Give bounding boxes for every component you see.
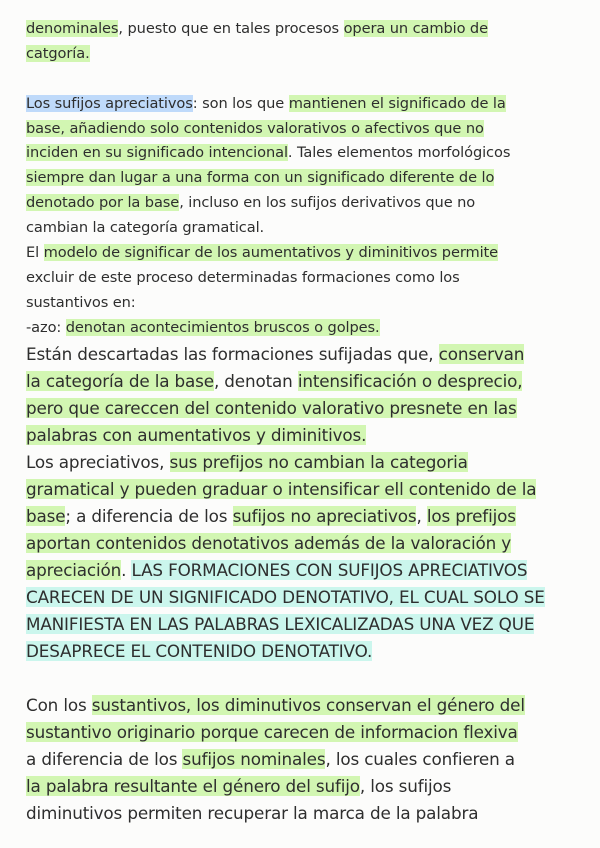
highlighted-text: sustantivos, los diminutivos conservan el género del	[91, 694, 525, 715]
highlighted-text: palabras con aumentativos y diminitivos.	[26, 424, 367, 445]
text-run: El	[26, 244, 44, 262]
blank-line	[26, 665, 574, 692]
text-run: ,	[416, 505, 427, 526]
highlighted-text: gramatical y pueden graduar o intensificar ell contenido de la	[26, 478, 537, 499]
highlighted-text: Los sufijos apreciativos	[26, 94, 193, 112]
highlighted-text: modelo de significar de los aumentativos y diminitivos permite	[43, 244, 499, 262]
text-line	[26, 395, 574, 422]
highlighted-text: catgoría.	[26, 44, 90, 62]
text-line	[26, 341, 574, 368]
highlighted-text: sufijos no apreciativos	[232, 505, 417, 526]
highlighted-text: sufijos nominales	[182, 748, 326, 769]
text-line	[26, 800, 574, 827]
text-line	[26, 166, 574, 191]
highlighted-text: DESAPRECE EL CONTENIDO DENOTATIVO.	[26, 640, 373, 661]
highlighted-text: la categoría de la base	[26, 370, 214, 391]
text-line	[26, 42, 574, 67]
text-line	[26, 117, 574, 142]
text-run: , los cuales confieren a	[325, 748, 515, 769]
text-line	[26, 316, 574, 341]
text-run: Los apreciativos,	[26, 451, 170, 472]
text-run: .	[121, 559, 132, 580]
text-run: Están descartadas las formaciones sufijadas que,	[26, 343, 439, 364]
highlighted-text: intensificación o desprecio,	[297, 370, 523, 391]
text-line	[26, 503, 574, 530]
highlighted-text: mantienen el significado de la	[288, 94, 506, 112]
text-line	[26, 476, 574, 503]
highlighted-text: aportan contenidos denotativos además de la valoración y	[26, 532, 512, 553]
highlighted-text: base	[26, 505, 66, 526]
highlighted-text: los prefijos	[426, 505, 516, 526]
highlighted-text: sus prefijos no cambian la categoria	[169, 451, 468, 472]
text-line	[26, 692, 574, 719]
document-text-body	[26, 17, 574, 827]
text-run: . Tales elementos morfológicos	[287, 144, 511, 162]
text-run: cambian la categoría gramatical.	[26, 219, 265, 237]
text-run: Con los	[26, 694, 92, 715]
blank-line	[26, 67, 574, 92]
highlighted-text: inciden en su significado intencional	[26, 144, 288, 162]
text-line	[26, 773, 574, 800]
text-line	[26, 584, 574, 611]
text-run: , incluso en los sufijos derivativos que no	[179, 194, 476, 212]
text-line	[26, 719, 574, 746]
text-line	[26, 17, 574, 42]
highlighted-text: siempre dan lugar a una forma con un significado diferente de lo	[26, 169, 495, 187]
highlighted-text: apreciación	[26, 559, 122, 580]
text-line	[26, 241, 574, 266]
text-line	[26, 557, 574, 584]
highlighted-text: opera un cambio de	[343, 20, 488, 37]
text-run: excluir de este proceso determinadas formaciones como los	[26, 268, 460, 286]
highlighted-text: denotado por la base	[26, 194, 180, 212]
text-line	[26, 92, 574, 117]
text-line	[26, 638, 574, 665]
text-line	[26, 449, 574, 476]
text-run: , puesto que en tales procesos	[118, 20, 344, 37]
highlighted-text: conservan	[438, 343, 525, 364]
text-line	[26, 530, 574, 557]
text-run: sustantivos en:	[26, 293, 136, 311]
text-line	[26, 291, 574, 316]
text-run: , los sufijos	[359, 775, 452, 796]
text-line	[26, 191, 574, 216]
text-run: -azo:	[26, 318, 66, 336]
text-run: a diferencia de los	[26, 748, 183, 769]
text-line	[26, 368, 574, 395]
highlighted-text: denominales	[26, 20, 119, 37]
text-line	[26, 266, 574, 291]
highlighted-text: CARECEN DE UN SIGNIFICADO DENOTATIVO, EL CUAL SOLO SE	[26, 586, 545, 607]
highlighted-text: MANIFIESTA EN LAS PALABRAS LEXICALIZADAS UNA VEZ QUE	[26, 613, 535, 634]
highlighted-text: base, añadiendo solo contenidos valorativos o afectivos que no	[26, 119, 484, 137]
highlighted-text: LAS FORMACIONES CON SUFIJOS APRECIATIVOS	[131, 559, 528, 580]
text-line	[26, 611, 574, 638]
text-run: : son los que	[192, 94, 289, 112]
text-line	[26, 422, 574, 449]
highlighted-text: denotan acontecimientos bruscos o golpes.	[65, 318, 380, 336]
highlighted-text: sustantivo originario porque carecen de informacion flexiva	[26, 721, 518, 742]
text-line	[26, 141, 574, 166]
text-line	[26, 216, 574, 241]
text-line	[26, 746, 574, 773]
text-run: ; a diferencia de los	[65, 505, 233, 526]
text-run: diminutivos permiten recuperar la marca de la palabra	[26, 802, 479, 823]
highlighted-text: pero que careccen del contenido valorativo presnete en las	[26, 397, 517, 418]
highlighted-text: la palabra resultante el género del sufijo	[26, 775, 360, 796]
text-run: , denotan	[213, 370, 298, 391]
